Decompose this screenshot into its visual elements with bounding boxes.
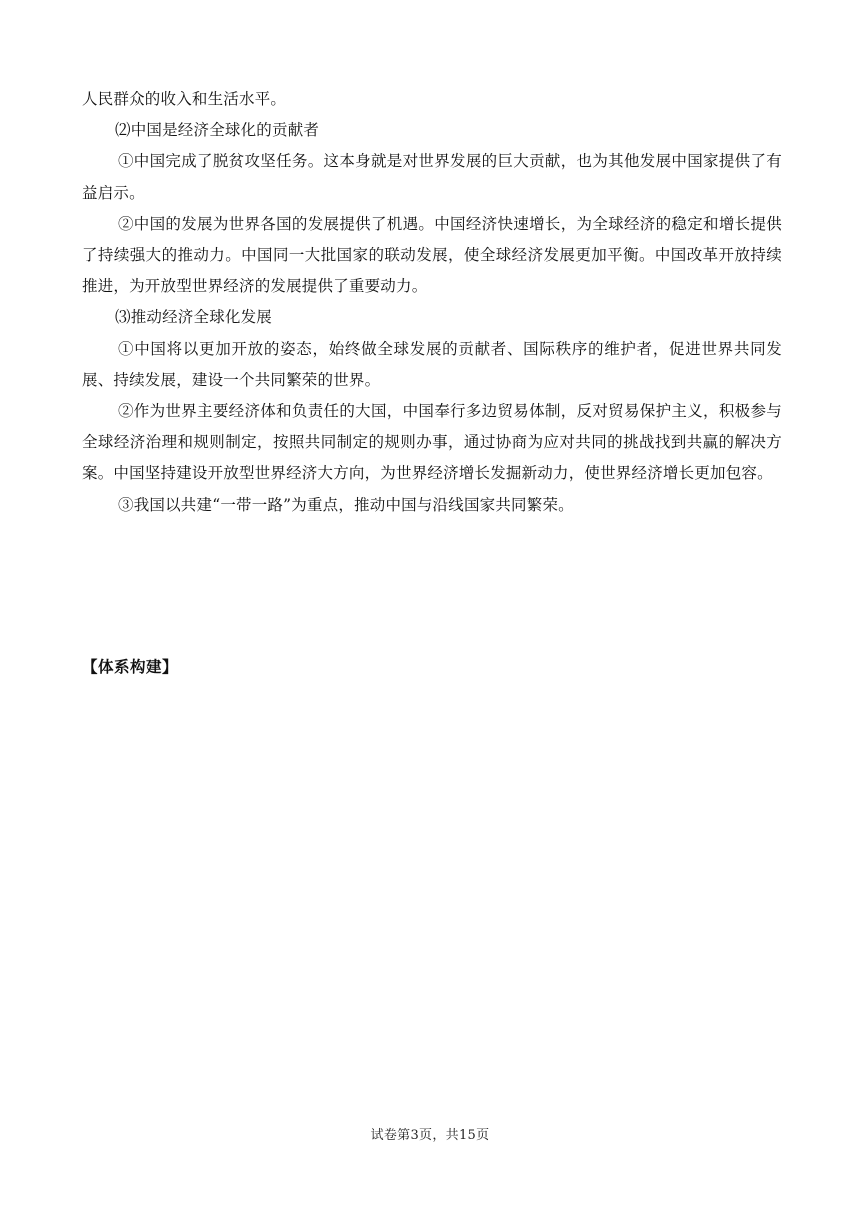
subheading-promote: ⑶推动经济全球化发展 [115,308,273,327]
paragraph-opportunity: ②中国的发展为世界各国的发展提供了机遇。中国经济快速增长，为全球经济的稳定和增长提供了持续强大的推动力。中国同一大批国家的联动发展，使全球经济发展更加平衡。中国改革开放持续推进，为开放型世界经济的发展提供了重要动力。 [82,214,782,296]
paragraph-multilateral: ②作为世界主要经济体和负责任的大国，中国奉行多边贸易体制，反对贸易保护主义，积极参与全球经济治理和规则制定，按照共同制定的规则办事，通过协商为应对共同的挑战找到共赢的解决方案。中国坚持建设开放型世界经济大方向，为世界经济增长发掘新动力，使世界经济增长更加包容。 [82,402,782,483]
subheading-contributor: ⑵中国是经济全球化的贡献者 [115,121,320,140]
document-body [82,84,782,521]
paragraph-openness: ①中国将以更加开放的姿态，始终做全球发展的贡献者、国际秩序的维护者，促进世界共同发展、持续发展，建设一个共同繁荣的世界。 [82,339,782,389]
paragraph-continuation: 人民群众的收入和生活水平。 [82,90,287,108]
paragraph-poverty: ①中国完成了脱贫攻坚任务。这本身就是对世界发展的巨大贡献，也为其他发展中国家提供了有益启示。 [82,152,782,202]
paragraph-belt-road: ③我国以共建“一带一路”为重点，推动中国与沿线国家共同繁荣。 [118,495,574,514]
section-heading: 【体系构建】 [82,658,179,676]
page-footer: 试卷第3页，共15页 [370,1128,490,1143]
